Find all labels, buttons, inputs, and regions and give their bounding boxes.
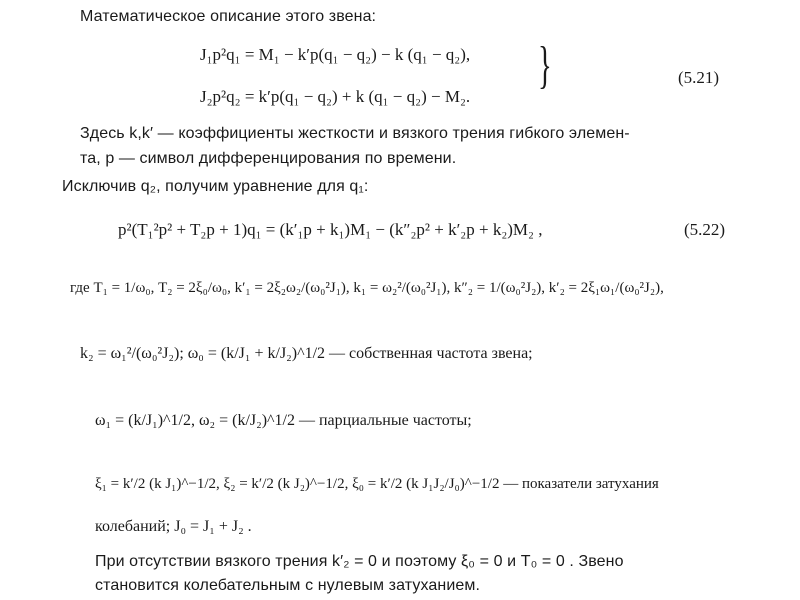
- definitions-line-2: k₂ = ω₁²/(ω₀²J₂); ω₀ = (k/J₁ + k/J₂)^1/2 — собственная частота звена;: [80, 345, 533, 362]
- paragraph-2: Исключив q₂, получим уравнение для q₁:: [62, 178, 369, 195]
- definitions-line-3: ω₁ = (k/J₁)^1/2, ω₂ = (k/J₂)^1/2 — парциальные частоты;: [95, 412, 472, 429]
- equation-number-5-22: (5.22): [684, 220, 726, 239]
- definitions-line-5: колебаний; J₀ = J₁ + J₂ .: [95, 518, 252, 535]
- right-brace: }: [538, 37, 552, 94]
- equation-number-5-21: (5.21): [678, 68, 720, 87]
- definitions-line-1: где T₁ = 1/ω₀, T₂ = 2ξ₀/ω₀, k′₁ = 2ξ₂ω₂/(ω₀²J₁), k₁ = ω₂²/(ω₀²J₁), k″₂ = 1/(ω₀²J₂), k′₂ = 2ξ₁ω₁/(ω₀²J₂),: [70, 280, 664, 296]
- paragraph-1-line-1: Здесь k,k′ — коэффициенты жесткости и вязкого трения гибкого элемен-: [80, 125, 630, 142]
- equation-5-21-line-1: J₁p²q₁ = M₁ − k′p(q₁ − q₂) − k (q₁ − q₂),: [200, 45, 471, 64]
- final-paragraph-line-1: При отсутствии вязкого трения k′₂ = 0 и поэтому ξ₀ = 0 и T₀ = 0 . Звено: [95, 553, 624, 570]
- equation-5-21-line-2: J₂p²q₂ = k′p(q₁ − q₂) + k (q₁ − q₂) − M₂.: [200, 87, 471, 106]
- equation-5-22: p²(T₁²p² + T₂p + 1)q₁ = (k′₁p + k₁)M₁ − (k″₂p² + k′₂p + k₂)M₂ ,: [118, 220, 543, 239]
- paragraph-1-line-2: та, p — символ дифференцирования по времени.: [80, 150, 457, 167]
- final-paragraph-line-2: становится колебательным с нулевым затуханием.: [95, 577, 481, 594]
- intro-text: Математическое описание этого звена:: [80, 8, 377, 25]
- definitions-line-4: ξ₁ = k′/2 (k J₁)^−1/2, ξ₂ = k′/2 (k J₂)^−1/2, ξ₀ = k′/2 (k J₁J₂/J₀)^−1/2 — показатели затухания: [95, 476, 659, 492]
